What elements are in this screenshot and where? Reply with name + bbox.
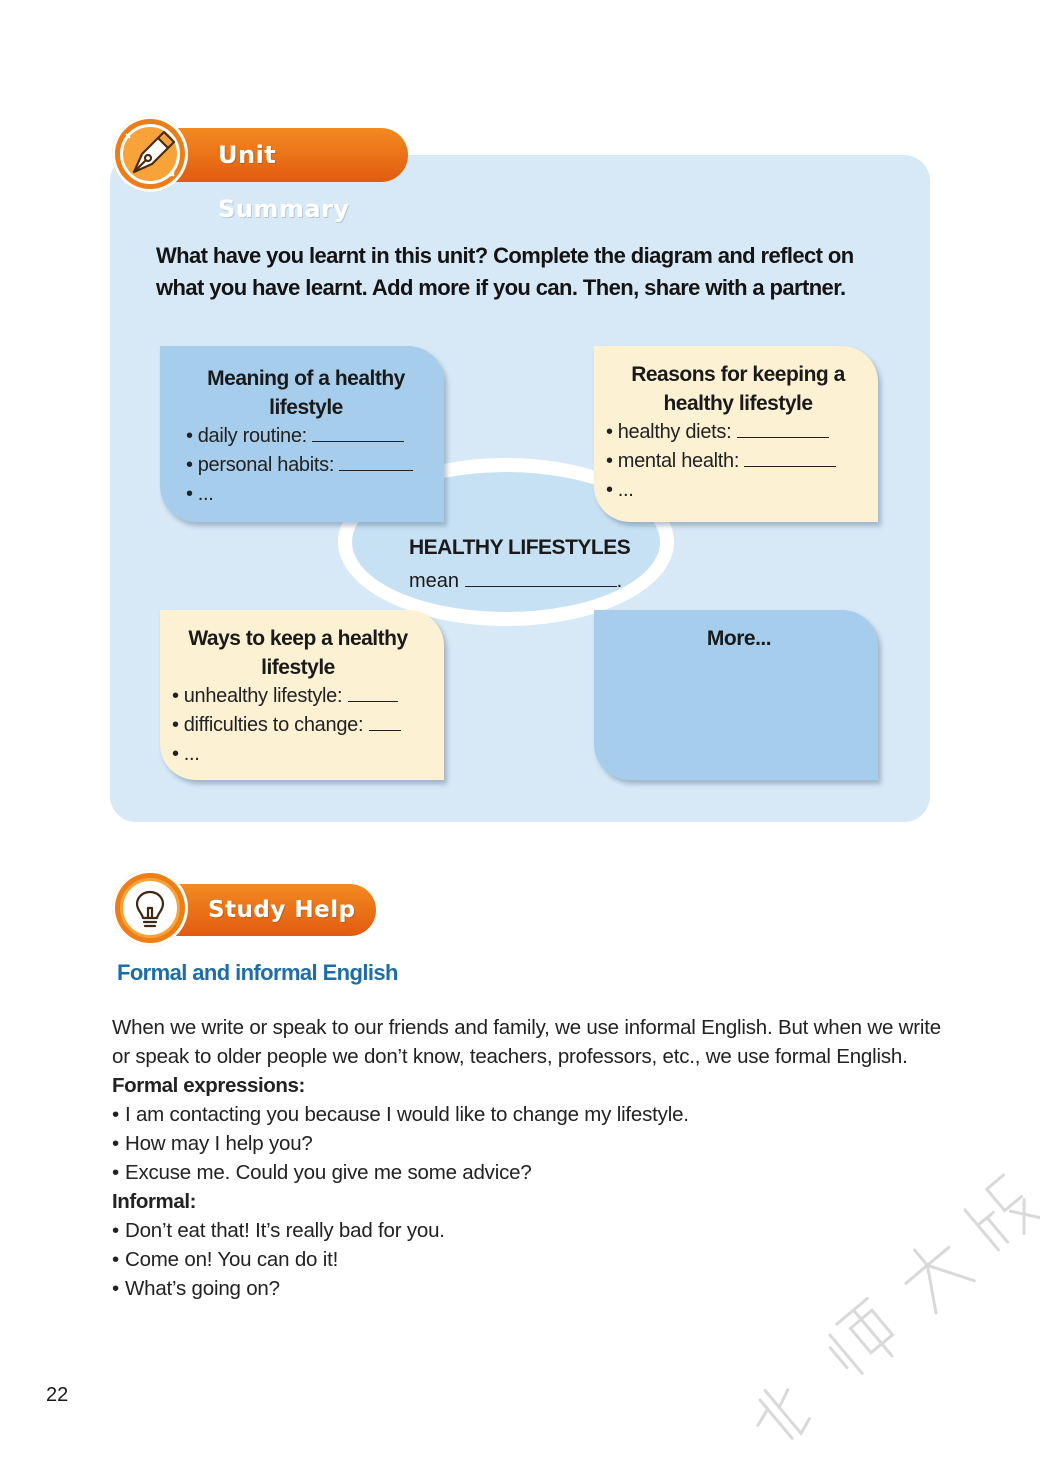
formal-label: Formal expressions: — [112, 1074, 305, 1097]
answer-blank[interactable] — [312, 423, 404, 442]
list-item: • Come on! You can do it! — [112, 1245, 942, 1274]
center-title: HEALTHY LIFESTYLES — [409, 536, 631, 559]
list-item: • difficulties to change: — [172, 711, 444, 740]
list-item: • daily routine: — [186, 422, 444, 451]
list-item: • How may I help you? — [112, 1129, 942, 1158]
light-bulb-icon — [112, 870, 188, 946]
box-title: More... — [706, 627, 772, 650]
box-title: Meaning of a healthy lifestyle — [207, 367, 405, 419]
box-title: Reasons for keeping a healthy lifestyle — [631, 363, 845, 415]
list-item: • I am contacting you because I would like to change my lifestyle. — [112, 1100, 942, 1129]
list-item: • ... — [172, 740, 444, 769]
box-title: Ways to keep a healthy lifestyle — [188, 627, 408, 679]
page-number: 22 — [46, 1384, 69, 1406]
answer-blank[interactable] — [465, 568, 617, 587]
answer-blank[interactable] — [348, 683, 398, 702]
list-item: • unhealthy lifestyle: — [172, 682, 444, 711]
unit-summary-prompt: What have you learnt in this unit? Complete the diagram and reflect on what you have learnt. Add more if you can. Then, share with a partner. — [156, 243, 854, 300]
list-item: • ... — [186, 480, 444, 509]
pen-nib-icon — [112, 116, 188, 192]
list-item: • healthy diets: — [606, 418, 878, 447]
answer-blank[interactable] — [369, 712, 401, 731]
list-item: • Excuse me. Could you give me some advice? — [112, 1158, 942, 1187]
study-help-title: Study Help — [150, 884, 376, 936]
list-item: • personal habits: — [186, 451, 444, 480]
center-mean — [409, 568, 622, 593]
list-item: • What’s going on? — [112, 1274, 942, 1303]
center-mean-punct: . — [616, 570, 623, 592]
box-more — [594, 610, 878, 780]
list-item: • Don’t eat that! It’s really bad for you. — [112, 1216, 942, 1245]
box-ways — [160, 610, 444, 780]
box-reasons — [594, 346, 878, 522]
list-item: • mental health: — [606, 447, 878, 476]
box-meaning — [160, 346, 444, 522]
watermark — [720, 1150, 1040, 1470]
answer-blank[interactable] — [744, 448, 836, 467]
list-item: • ... — [606, 476, 878, 505]
study-help-subtitle: Formal and informal English — [117, 960, 398, 985]
center-mean-label: mean — [409, 570, 460, 592]
unit-summary-title: Unit Summary — [150, 128, 408, 182]
answer-blank[interactable] — [339, 452, 413, 471]
answer-blank[interactable] — [737, 419, 829, 438]
study-help-intro: When we write or speak to our friends and family, we use informal English. But when we write or speak to older people we don’t know, teachers, professors, etc., we use formal English. — [112, 1016, 941, 1068]
informal-label: Informal: — [112, 1190, 197, 1213]
